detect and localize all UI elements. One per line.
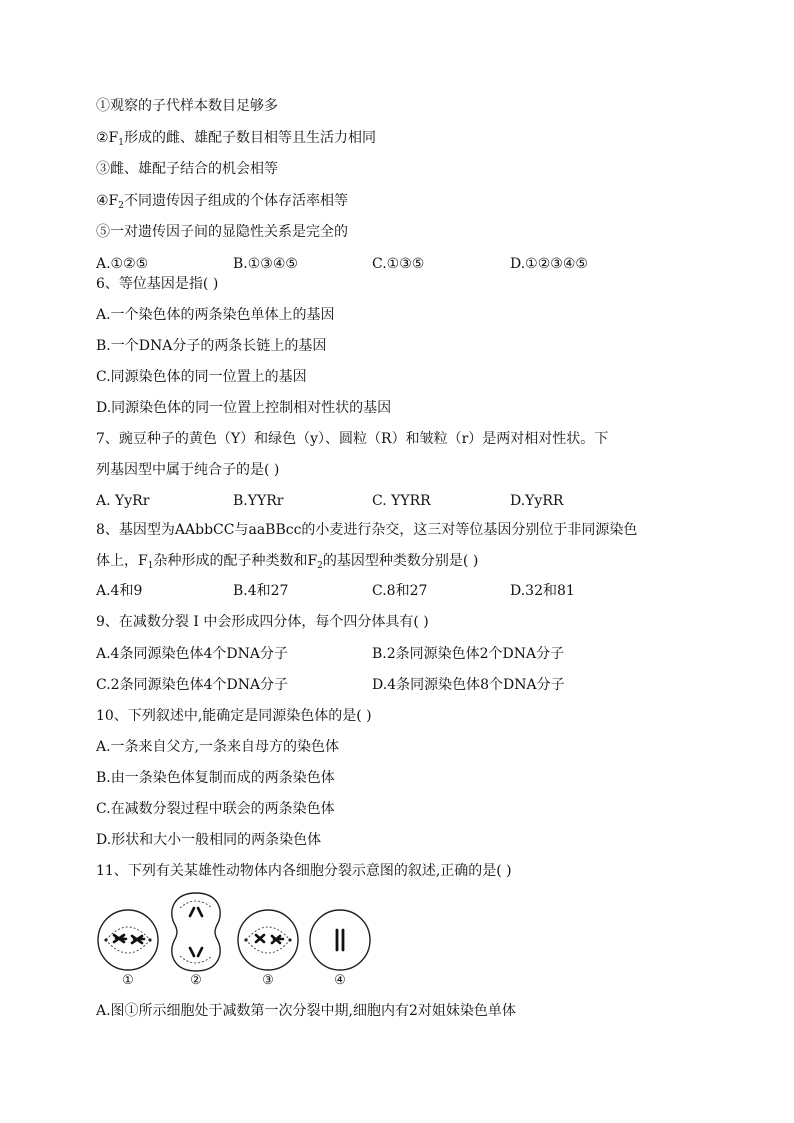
q7-option-d: D.YyRR xyxy=(510,493,564,509)
cell-metaphase-i-icon xyxy=(96,908,160,972)
q8-option-b: B.4和27 xyxy=(233,583,289,599)
q10-stem: 10、下列叙述中,能确定是同源染色体的是( ) xyxy=(96,708,372,724)
cell-metaphase-icon xyxy=(236,908,300,972)
q11-stem: 11、下列有关某雄性动物体内各细胞分裂示意图的叙述,正确的是( ) xyxy=(96,863,512,879)
q5-option-c: C.①③⑤ xyxy=(372,256,425,272)
condition-2: $②F_1$形成的雌、雄配子数目相等且生活力相同 xyxy=(96,130,376,148)
q7-option-b: B.YYRr xyxy=(233,493,284,509)
q5-option-b: B.①③④⑤ xyxy=(233,256,298,272)
q9-option-d: D.4条同源染色体8个DNA分子 xyxy=(372,677,565,693)
q8-option-c: C.8和27 xyxy=(372,583,428,599)
q8-option-a: A.4和9 xyxy=(96,583,143,599)
q9-option-b: B.2条同源染色体2个DNA分子 xyxy=(372,646,565,662)
q7-stem-line1: 7、豌豆种子的黄色（Y）和绿色（y）、圆粒（R）和皱粒（r）是两对相对性状。下 xyxy=(96,431,609,447)
condition-4: $④F_2$不同遗传因子组成的个体存活率相等 xyxy=(96,193,348,211)
q9-option-c: C.2条同源染色体4个DNA分子 xyxy=(96,677,289,693)
q5-option-a: A.①②⑤ xyxy=(96,256,149,272)
q10-option-d: D.形状和大小一般相同的两条染色体 xyxy=(96,832,322,848)
q5-option-d: D.①②③④⑤ xyxy=(510,256,588,272)
condition-1: ①观察的子代样本数目足够多 xyxy=(96,98,278,114)
q10-option-b: B.由一条染色体复制而成的两条染色体 xyxy=(96,770,335,786)
figure-label-3: ③ xyxy=(262,973,274,988)
q8-option-d: D.32和81 xyxy=(510,583,575,599)
q7-stem-line2: 列基因型中属于纯合子的是( ) xyxy=(96,462,280,478)
q6-option-a: A.一个染色体的两条染色单体上的基因 xyxy=(96,307,335,323)
q7-option-a: A. YyRr xyxy=(96,493,150,509)
q10-option-a: A.一条来自父方,一条来自母方的染色体 xyxy=(96,739,340,755)
q8-stem-line1: 8、基因型为AAbbCC与aaBBcc的小麦进行杂交，这三对等位基因分别位于非同源染色 xyxy=(96,522,638,538)
condition-5: ⑤一对遗传因子间的显隐性关系是完全的 xyxy=(96,224,348,240)
q6-option-b: B.一个DNA分子的两条长链上的基因 xyxy=(96,338,327,354)
figure-label-4: ④ xyxy=(334,973,346,988)
cell-telophase-icon xyxy=(166,890,226,974)
q7-option-c: C. YYRR xyxy=(372,493,431,509)
q6-stem: 6、等位基因是指( ) xyxy=(96,276,219,292)
q9-stem: 9、在减数分裂 I 中会形成四分体，每个四分体具有( ) xyxy=(96,614,429,630)
q9-option-a: A.4条同源染色体4个DNA分子 xyxy=(96,646,288,662)
q6-option-c: C.同源染色体的同一位置上的基因 xyxy=(96,369,307,385)
figure-label-2: ② xyxy=(190,973,202,988)
q11-option-a: A.图①所示细胞处于减数第一次分裂中期,细胞内有2对姐妹染色单体 xyxy=(96,1003,516,1019)
cell-metaphase-ii-icon xyxy=(308,908,372,972)
figure-label-1: ① xyxy=(122,973,134,988)
q8-stem-line2: 体上，$F_1$杂种形成的配子种类数和$F_2$的基因型种类数分别是( ) xyxy=(96,553,479,571)
q6-option-d: D.同源染色体的同一位置上控制相对性状的基因 xyxy=(96,400,392,416)
condition-3: ③雌、雄配子结合的机会相等 xyxy=(96,161,278,177)
q10-option-c: C.在减数分裂过程中联会的两条染色体 xyxy=(96,801,335,817)
